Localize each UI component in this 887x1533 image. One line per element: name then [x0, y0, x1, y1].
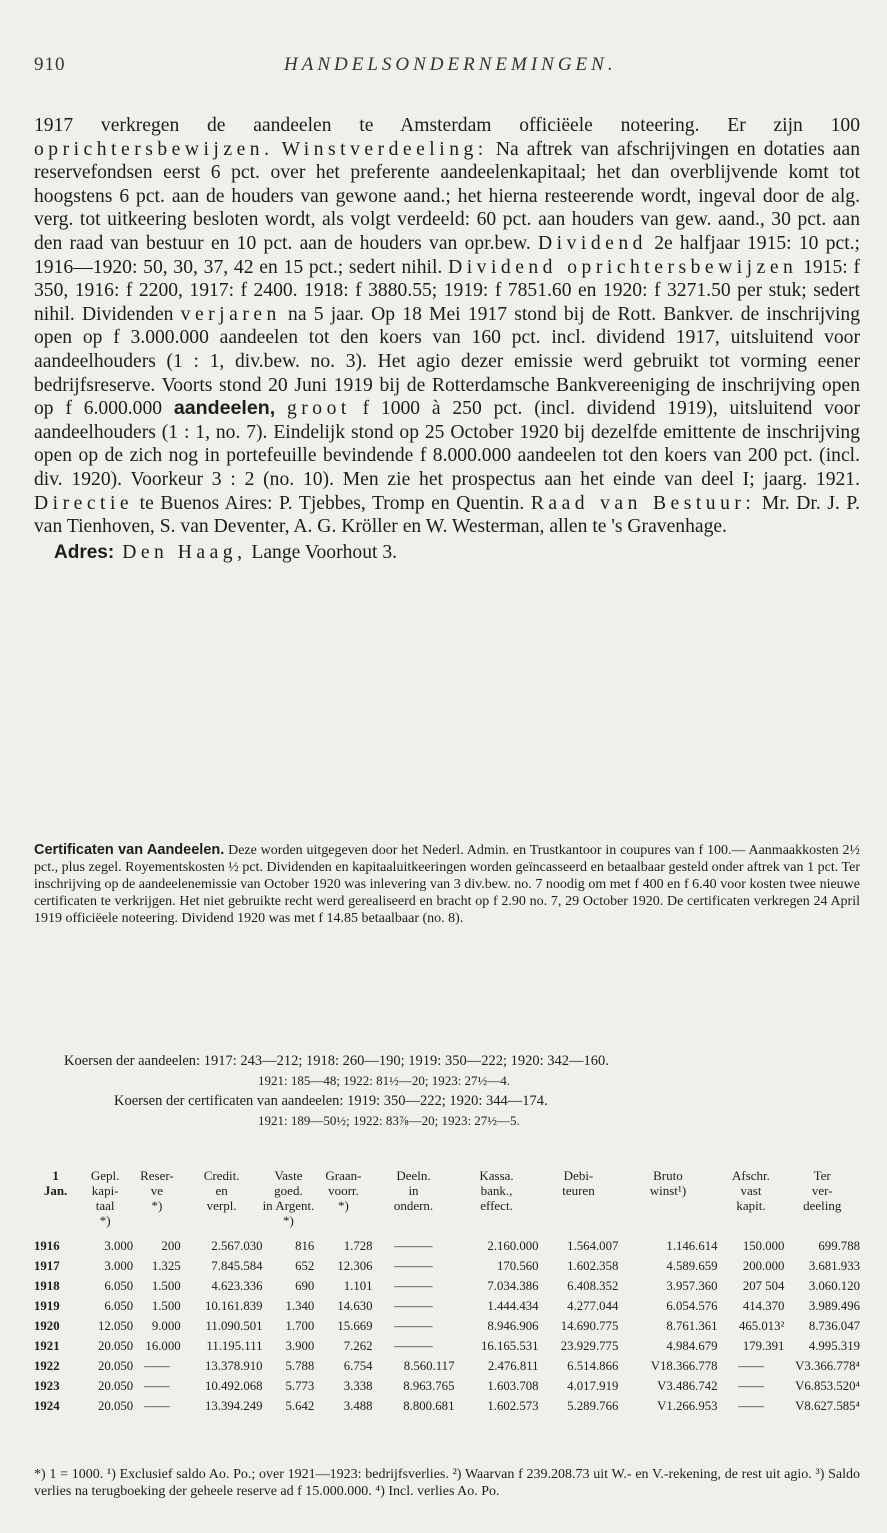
table-cell: 200.000 [742, 1259, 785, 1273]
table-cell: 20.050 [97, 1339, 134, 1353]
financial-table [34, 1168, 860, 1416]
table-cell: 200 [161, 1239, 181, 1253]
table-cell: 5.788 [285, 1359, 315, 1373]
company-entry-text [34, 114, 860, 564]
text-run: Mr. Dr. J. P. van Tienhoven, S. van Deventer, A. G. Kröller en W. Westerman, allen te 's Gravenhage. [34, 492, 860, 538]
table-cell: —— [144, 1359, 170, 1373]
certificates-paragraph [34, 842, 860, 927]
table-cell: 414.370 [742, 1299, 785, 1313]
table-row [34, 1396, 860, 1416]
table-cell: 1.101 [343, 1279, 373, 1293]
table-cell: 1.603.708 [487, 1379, 539, 1393]
certificates-text: Deze worden uitgegeven door het Nederl. Admin. en Trustkantoor in coupures van f 100.— Aanmaakkosten 2½ pct., plus zegel. Royementskosten ½ pct. Dividenden en kapitaaluitkeeringen worden geïncasseerd en betaalbaar gesteld onder aftrek van 1 pct. Ter inschrijving op de aandeelenemissie van October 1920 was inlevering van 3 div.bew. no. 7 noodig om met f 400 en f 6.40 voor kosten twee nieuwe certificaten te verkrijgen. Het niet gebruikte recht werd gerealiseerd en bracht op f 2.90 no. 7, 29 October 1920. De certificaten verkregen 24 April 1919 officiëele noteering. Dividend 1920 was met f 14.85 betaalbaar (no. 8). [34, 843, 860, 926]
table-cell: 4.017.919 [567, 1379, 619, 1393]
table-cell: V3.366.778⁴ [795, 1359, 860, 1373]
address-line [34, 541, 860, 565]
text-run: f 1000 à 250 pct. (incl. dividend 1919), uitsluitend voor aandeelhouders (1 : 1, no. 7). Eindelijk stond op 25 October 1920 bij dezelfde emittente de inschrijving open op de zich nog in portefeuille bevindende f 8.000.000 aandeelen tot den koers van 200 pct. (incl. div. 1920). Voorkeur 3 : 2 (no. 10). Men zie het prospectus aan het einde van deel I; jaarg. 1921. [34, 398, 860, 490]
text-run [275, 398, 287, 419]
table-cell: 23.929.775 [560, 1339, 619, 1353]
table-cell: 6.050 [104, 1299, 134, 1313]
spaced-term-dividend: Dividend [538, 232, 647, 254]
table-row [34, 1356, 860, 1376]
text-run: Na aftrek van afschrijvingen en dotaties aan reservefondsen eerst 6 pct. over het preferente aandeelenkapitaal; het dan overblijvende komt tot hoogstens 6 pct. aan de houders van gewone aand.; het hierna resteerende wordt, ingeval door de alg. verg. tot uitkeering besloten wordt, als volgt verdeeld: 60 pct. aan houders van gew. aand., 30 pct. aan den raad van bestuur en 10 pct. aan de houders van opr.bew. [34, 138, 860, 254]
table-cell: 11.090.501 [205, 1319, 263, 1333]
table-cell: 1924 [34, 1399, 60, 1413]
table-cell: 5.773 [285, 1379, 315, 1393]
entry-paragraph [34, 114, 860, 539]
text-run: 2e halfjaar 1915: 10 pct.; 1916—1920: 50, 30, 37, 42 en 15 pct.; sedert nihil. [34, 232, 860, 278]
table-cell: 16.000 [145, 1339, 181, 1353]
table-cell: 16.165.531 [480, 1339, 539, 1353]
table-cell: 1.444.434 [487, 1299, 539, 1313]
table-cell: V3.486.742 [657, 1379, 718, 1393]
table-header-cell: Bruto winst¹) [649, 1168, 687, 1198]
table-cell: 1.340 [285, 1299, 315, 1313]
table-cell: V6.853.520⁴ [795, 1379, 860, 1393]
table-cell: 1.146.614 [666, 1239, 718, 1253]
table-header-cell: Gepl. kapi- taal *) [90, 1168, 120, 1228]
table-header-cell: Vaste goed. in Argent. *) [262, 1168, 315, 1228]
table-cell: 4.277.044 [567, 1299, 619, 1313]
table-cell: 8.761.361 [666, 1319, 718, 1333]
table-cell: 1.602.358 [567, 1259, 619, 1273]
table-cell: 6.514.866 [567, 1359, 619, 1373]
table-cell: 652 [295, 1259, 315, 1273]
table-cell: 1920 [34, 1319, 60, 1333]
share-prices-line-1: Koersen der aandeelen: 1917: 243—212; 1918: 260—190; 1919: 350—222; 1920: 342—160. [64, 1053, 609, 1069]
table-cell: 4.995.319 [808, 1339, 860, 1353]
table-row [34, 1296, 860, 1316]
table-cell: 1922 [34, 1359, 60, 1373]
table-cell: —— [738, 1379, 764, 1393]
table-cell: 1.325 [151, 1259, 181, 1273]
certificate-prices-line-1: Koersen der certificaten van aandeelen: 1919: 350—222; 1920: 344—174. [114, 1093, 548, 1109]
table-cell: 10.492.068 [204, 1379, 263, 1393]
table-cell: 13.378.910 [204, 1359, 263, 1373]
table-cell: 207 504 [742, 1279, 785, 1293]
table-cell: ——— [394, 1239, 433, 1253]
table-cell: V18.366.778 [650, 1359, 718, 1373]
table-spacer-cell [34, 1228, 860, 1236]
table-cell: 4.984.679 [666, 1339, 718, 1353]
table-cell: 1923 [34, 1379, 60, 1393]
table-header-cell: Ter ver- deeling [803, 1168, 842, 1213]
spaced-term-directie: Directie [34, 492, 134, 514]
table-cell: 690 [295, 1279, 315, 1293]
table-cell: 8.736.047 [808, 1319, 860, 1333]
certificates-section [34, 842, 860, 927]
table-cell: —— [738, 1399, 764, 1413]
table-cell: 1916 [34, 1239, 60, 1253]
table-header-cell: 1 Jan. [43, 1168, 68, 1198]
table-cell: 6.054.576 [666, 1299, 718, 1313]
table-cell: 14.690.775 [560, 1319, 619, 1333]
footnotes-text: *) 1 = 1000. ¹) Exclusief saldo Ao. Po.; over 1921—1923: bedrijfsverlies. ²) Waarvan f 239.208.73 uit W.- en V.-rekening, de rest uit agio. ³) Saldo verlies na terugboeking der geheele reserve ad f 15.000.000. ⁴) Incl. verlies Ao. Po. [34, 1467, 860, 1499]
table-row [34, 1256, 860, 1276]
spaced-term-oprichtersbewijzen: oprichtersbewijzen. [34, 138, 274, 160]
table-footnotes [34, 1466, 860, 1500]
table-cell: 3.000 [104, 1259, 134, 1273]
bold-term-aandeelen: aandeelen, [173, 397, 276, 420]
table-cell: 816 [295, 1239, 315, 1253]
text-run: 1917 verkregen de aandeelen te Amsterdam officiëele noteering. Er zijn 100 [34, 115, 860, 136]
spaced-term-raad-van-bestuur: Raad van Bestuur: [530, 492, 756, 514]
table-cell: 8.946.906 [487, 1319, 539, 1333]
spaced-term-dividend-oprichtersbewijzen: Dividend oprichtersbewijzen [448, 256, 798, 278]
table-cell: 12.306 [337, 1259, 373, 1273]
table-cell: 3.957.360 [666, 1279, 718, 1293]
table-cell: 7.262 [343, 1339, 373, 1353]
table-cell: 6.050 [104, 1279, 134, 1293]
table-cell: 3.900 [285, 1339, 315, 1353]
text-run: na 5 jaar. Op 18 Mei 1917 stond bij de Rott. Bankver. de inschrijving open op f 3.000.000 aandeelen tot den koers van 160 pct. incl. dividend 1917, uitsluitend voor aandeelhouders (1 : 1, div.bew. no. 3). Het agio dezer emissie werd gebruikt tot vorming eener bedrijfsreserve. Voorts stond 20 Juni 1919 bij de Rotterdamsche Bankvereeniging de inschrijving open op f 6.000.000 [34, 303, 861, 420]
table-cell: 8.963.765 [403, 1379, 455, 1393]
table-header-cell: Credit. en verpl. [203, 1168, 240, 1213]
table-header-cell: Afschr. vast kapit. [732, 1168, 770, 1213]
table-cell: 1.602.573 [487, 1399, 539, 1413]
table-cell: ——— [394, 1299, 433, 1313]
table-cell: 170.560 [496, 1259, 539, 1273]
table-header-cell: Graan- voorr. *) [325, 1168, 362, 1213]
table-cell: 1921 [34, 1339, 60, 1353]
table-row [34, 1276, 860, 1296]
text-run: 1915: f 350, 1916: f 2200, 1917: f 2400. 1918: f 3880.55; 1919: f 7851.60 en 1920: f 3271.50 per stuk; sedert nihil. Dividenden [34, 256, 860, 325]
table-cell: V8.627.585⁴ [795, 1399, 860, 1413]
table-row [34, 1336, 860, 1356]
table-cell: 3.060.120 [808, 1279, 860, 1293]
table-cell: 4.623.336 [211, 1279, 263, 1293]
table-header-cell: Kassa. bank., effect. [479, 1168, 514, 1213]
table-cell: 3.338 [343, 1379, 373, 1393]
spaced-term-groot: groot [286, 398, 351, 420]
table-cell: 5.642 [285, 1399, 315, 1413]
certificate-prices-line-2: 1921: 189—50½; 1922: 83⅞—20; 1923: 27½—5. [258, 1113, 520, 1128]
table-cell: 1.700 [285, 1319, 315, 1333]
table-cell: 699.788 [818, 1239, 860, 1253]
certificates-title: Certificaten van Aandeelen. [34, 842, 225, 858]
table-cell: 2.567.030 [211, 1239, 263, 1253]
table-row [34, 1236, 860, 1256]
table-cell: 2.476.811 [487, 1359, 539, 1373]
table-cell: 179.391 [742, 1339, 785, 1353]
spaced-term-verjaren: verjaren [180, 303, 281, 325]
table-cell: —— [144, 1379, 170, 1393]
table-cell: V1.266.953 [657, 1399, 718, 1413]
table-cell: 20.050 [97, 1379, 134, 1393]
table-cell: ——— [394, 1259, 433, 1273]
table-cell: ——— [394, 1319, 433, 1333]
table-cell: 12.050 [97, 1319, 134, 1333]
table-spacer-row [34, 1228, 860, 1236]
table-cell: 3.488 [343, 1399, 373, 1413]
table-row [34, 1316, 860, 1336]
address-street: Lange Voorhout 3. [246, 541, 398, 563]
table-cell: ——— [394, 1339, 433, 1353]
table-header-cell: Deeln. in ondern. [393, 1168, 434, 1213]
table-body [34, 1228, 860, 1416]
table-cell: 20.050 [97, 1359, 134, 1373]
spaced-term-winstverdeeling: Winstverdeeling: [281, 138, 488, 160]
table-cell: 465.013² [738, 1319, 785, 1333]
table-cell: 1919 [34, 1299, 60, 1313]
table-cell: 7.034.386 [487, 1279, 539, 1293]
address-label: Adres: [54, 541, 115, 563]
table-cell: 1.564.007 [567, 1239, 619, 1253]
table-cell: 15.669 [337, 1319, 373, 1333]
table-row [34, 1376, 860, 1396]
table-cell: —— [738, 1359, 764, 1373]
page-header [34, 54, 867, 84]
table-cell: 8.560.117 [403, 1359, 455, 1373]
page-number: 910 [34, 54, 66, 75]
table-cell: 1.728 [343, 1239, 373, 1253]
table-header-row [34, 1168, 860, 1228]
share-prices-line-2: 1921: 185—48; 1922: 81½—20; 1923: 27½—4. [258, 1073, 511, 1088]
table-header-cell: Debi- teuren [562, 1168, 595, 1198]
table-header-cell: Reser- ve *) [140, 1168, 174, 1213]
table-cell: 3.681.933 [808, 1259, 860, 1273]
table-cell: 7.845.584 [211, 1259, 263, 1273]
table-cell: ——— [394, 1279, 433, 1293]
text-run [273, 139, 281, 160]
table-cell: 3.989.496 [808, 1299, 860, 1313]
table-cell: 14.630 [337, 1299, 373, 1313]
address-city: Den Haag, [122, 541, 247, 563]
table-cell: 13.394.249 [204, 1399, 263, 1413]
table-cell: 2.160.000 [487, 1239, 539, 1253]
share-prices-section [34, 1052, 860, 1130]
table-cell: 10.161.839 [204, 1299, 263, 1313]
table-cell: 4.589.659 [666, 1259, 718, 1273]
table-cell: 1.500 [151, 1299, 181, 1313]
table-cell: 6.754 [343, 1359, 373, 1373]
running-title: HANDELSONDERNEMINGEN. [284, 54, 617, 75]
table-cell: 8.800.681 [403, 1399, 455, 1413]
table-cell: 1917 [34, 1259, 60, 1273]
table-cell: 9.000 [151, 1319, 181, 1333]
table-cell: 6.408.352 [567, 1279, 619, 1293]
table-cell: 20.050 [97, 1399, 134, 1413]
table-cell: 1.500 [151, 1279, 181, 1293]
table-cell: 1918 [34, 1279, 60, 1293]
table-cell: 3.000 [104, 1239, 134, 1253]
text-run: te Buenos Aires: P. Tjebbes, Tromp en Quentin. [133, 492, 531, 514]
table-cell: 11.195.111 [206, 1339, 263, 1353]
table-cell: 150.000 [742, 1239, 785, 1253]
table-cell: —— [144, 1399, 170, 1413]
table-cell: 5.289.766 [567, 1399, 619, 1413]
